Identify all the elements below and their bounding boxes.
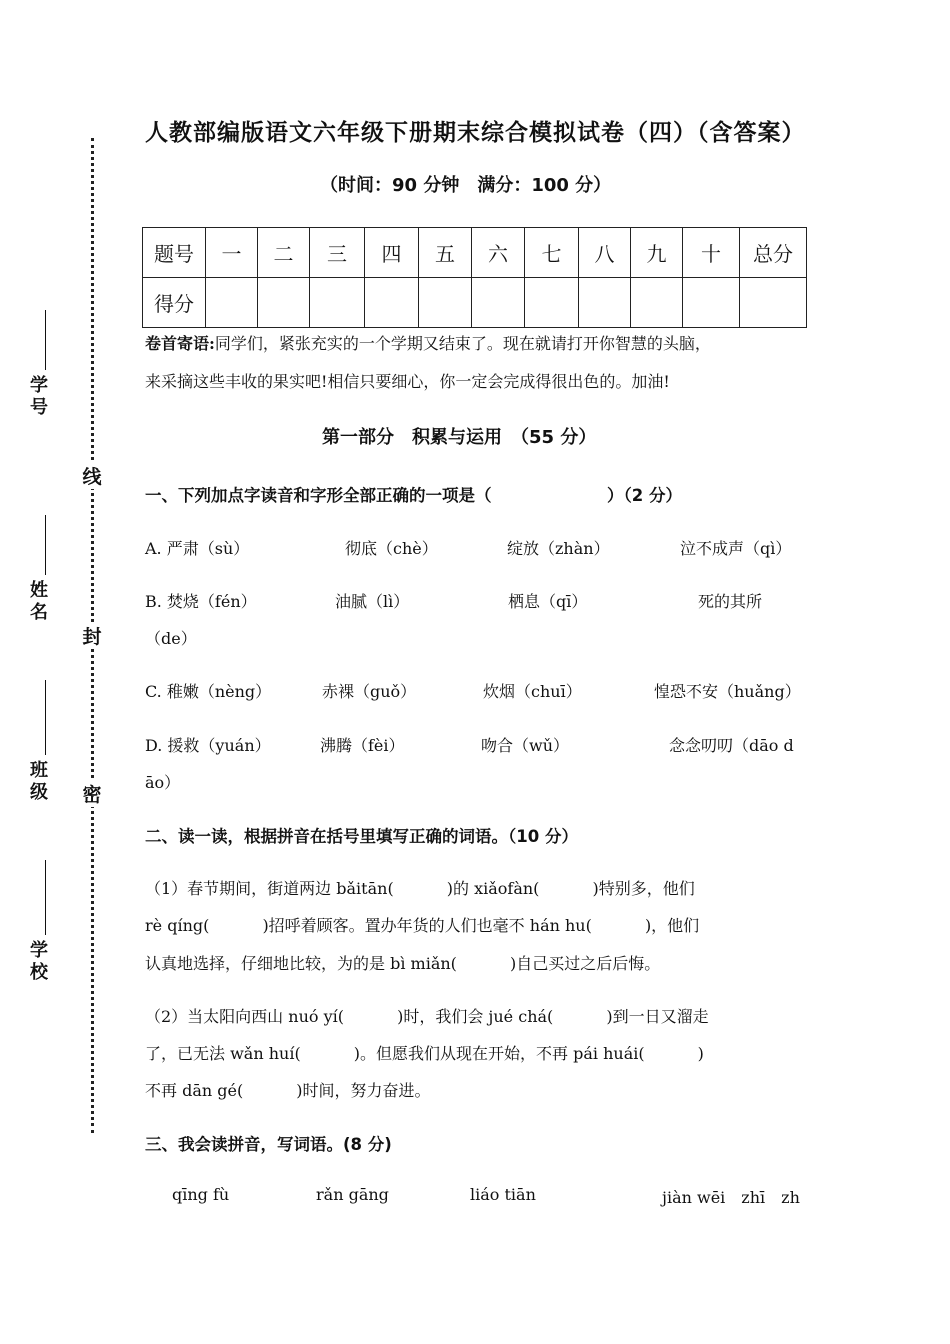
table-col: 九 [631, 228, 683, 278]
q1-stem: 一、下列加点字读音和字形全部正确的一项是（ ）（2 分） [145, 486, 682, 505]
q1-option-d-cont: āo） [145, 773, 181, 792]
q2-stem: 二、读一读，根据拼音在括号里填写正确的词语。（10 分） [145, 827, 578, 846]
score-cell[interactable] [365, 278, 419, 328]
table-row-label: 得分 [143, 278, 206, 328]
table-col: 十 [683, 228, 740, 278]
q1-option-b[interactable]: B. 焚烧（fén） [145, 592, 257, 611]
score-table-score-row [143, 278, 807, 328]
school-blank[interactable] [45, 860, 46, 935]
q1-option-a-word: 泣不成声（qì） [680, 539, 792, 558]
cut-word-line: 线 [77, 462, 107, 489]
class-label: 班级 [30, 760, 48, 803]
preface-label: 卷首寄语: [145, 334, 215, 353]
table-col: 五 [419, 228, 472, 278]
score-cell[interactable] [206, 278, 258, 328]
q1-option-c-word: 惶恐不安（huǎng） [654, 682, 801, 701]
name-label: 姓名 [30, 580, 48, 623]
q1-option-b-word: 死的其所 [698, 592, 763, 611]
table-col: 三 [310, 228, 365, 278]
q1-option-c[interactable]: C. 稚嫩（nèng） [145, 682, 272, 701]
q2-p1-line-1: （1）春节期间，街道两边 bǎitān( )的 xiǎofàn( )特别多，他们 [145, 879, 695, 898]
q1-option-a[interactable]: A. 严肃（sù） [145, 539, 250, 558]
q1-option-d[interactable]: D. 援救（yuán） [145, 736, 271, 755]
score-cell[interactable] [579, 278, 631, 328]
q1-option-d-word: 念念叨叨（dāo d [669, 736, 794, 755]
score-cell[interactable] [631, 278, 683, 328]
q3-pinyin-1: qīng fù [172, 1185, 230, 1204]
q1-option-b-word: 油腻（lì） [335, 592, 410, 611]
q3-pinyin-4: jiàn wēi zhī zh [662, 1188, 800, 1207]
score-cell-total[interactable] [740, 278, 807, 328]
cut-word-secret: 密 [77, 780, 107, 807]
q1-option-d-word: 吻合（wǔ） [481, 736, 570, 755]
preface-line-2: 来采摘这些丰收的果实吧!相信只要细心，你一定会完成得很出色的。加油! [145, 372, 670, 391]
q2-p2-line-3: 不再 dān gé( )时间，努力奋进。 [145, 1081, 431, 1100]
student-id-blank[interactable] [45, 310, 46, 370]
table-col: 二 [258, 228, 310, 278]
score-cell[interactable] [310, 278, 365, 328]
q1-option-a-word: 绽放（zhàn） [507, 539, 610, 558]
page-title: 人教部编版语文六年级下册期末综合模拟试卷（四）（含答案） [145, 120, 806, 146]
q3-stem: 三、我会读拼音，写词语。(8 分) [145, 1135, 392, 1154]
table-col: 四 [365, 228, 419, 278]
score-table [142, 227, 807, 328]
table-header-label: 题号 [143, 228, 206, 278]
school-label: 学校 [30, 940, 48, 983]
q1-option-b-cont: （de） [145, 629, 197, 648]
table-col: 八 [579, 228, 631, 278]
q2-p1-line-2: rè qíng( )招呼着顾客。置办年货的人们也毫不 hán hu( )，他们 [145, 916, 700, 935]
part1-title: 第一部分 积累与运用 （55 分） [322, 427, 597, 448]
q1-option-b-word: 栖息（qī） [508, 592, 588, 611]
table-col-total: 总分 [740, 228, 807, 278]
cut-word-seal: 封 [77, 622, 107, 649]
q2-p2-line-2: 了，已无法 wǎn huí( )。但愿我们从现在开始，不再 pái huái( ) [145, 1044, 704, 1063]
name-blank[interactable] [45, 515, 46, 575]
score-table-header-row [143, 228, 807, 278]
preface-text-1: 同学们，紧张充实的一个学期又结束了。现在就请打开你智慧的头脑， [214, 334, 711, 353]
score-cell[interactable] [419, 278, 472, 328]
score-cell[interactable] [258, 278, 310, 328]
student-id-label: 学号 [30, 375, 48, 418]
score-cell[interactable] [525, 278, 579, 328]
class-blank[interactable] [45, 680, 46, 755]
score-cell[interactable] [683, 278, 740, 328]
table-col: 七 [525, 228, 579, 278]
table-col: 一 [206, 228, 258, 278]
preface-line-1 [145, 331, 711, 354]
q2-p2-line-1: （2）当太阳向西山 nuó yí( )时，我们会 jué chá( )到一日又溜走 [145, 1007, 709, 1026]
q1-option-d-word: 沸腾（fèi） [320, 736, 405, 755]
table-col: 六 [472, 228, 525, 278]
q2-p1-line-3: 认真地选择，仔细地比较，为的是 bì miǎn( )自己买过之后后悔。 [145, 954, 661, 973]
q1-option-c-word: 赤裸（guǒ） [322, 682, 417, 701]
exam-time-score: （时间：90 分钟 满分：100 分） [320, 175, 612, 196]
q1-option-c-word: 炊烟（chuī） [483, 682, 582, 701]
q3-pinyin-2: rǎn gāng [316, 1185, 389, 1204]
q3-pinyin-3: liáo tiān [470, 1185, 536, 1204]
score-cell[interactable] [472, 278, 525, 328]
q1-option-a-word: 彻底（chè） [345, 539, 438, 558]
